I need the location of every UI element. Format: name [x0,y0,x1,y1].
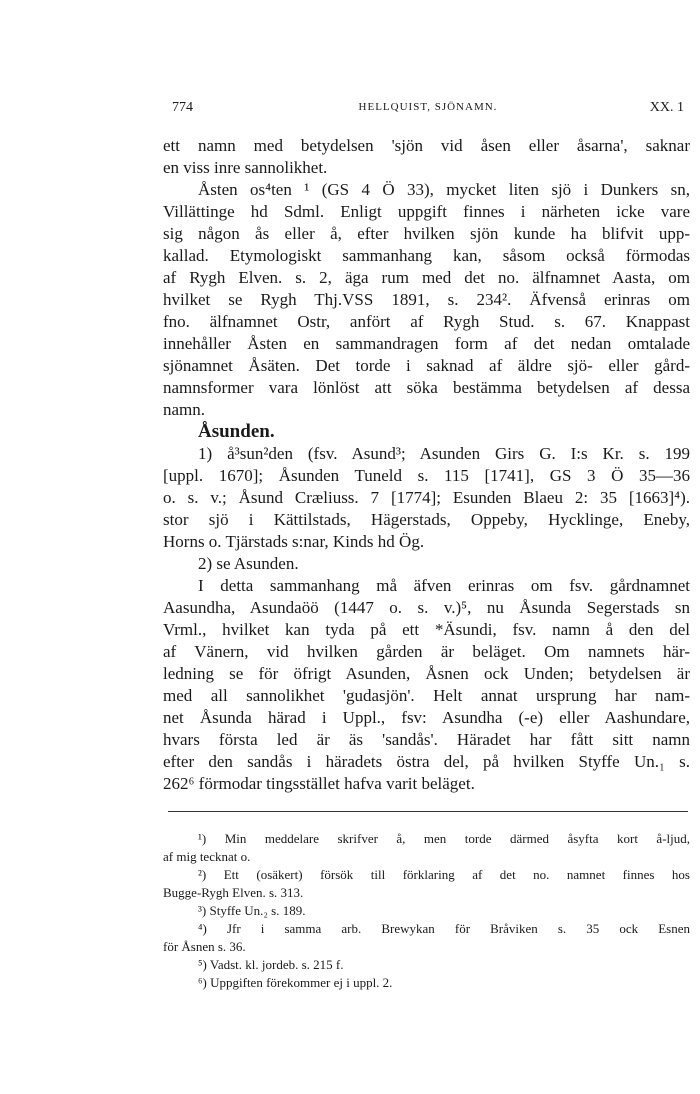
footnote-line: ¹) Min meddelare skrifver å, men torde därmed åsyfta kort å-ljud, [198,831,690,846]
text-line: hvilket se Rygh Thj.VSS 1891, s. 234². Äfvenså erinras om [163,290,690,309]
text-line: Horns o. Tjärstads s:nar, Kinds hd Ög. [163,532,425,551]
text-line: kallad. Etymologiskt sammanhang kan, såsom också förmodas [163,246,690,265]
page-number: 774 [172,100,193,115]
text-line: namnsformer vara lönlöst att söka bestämma betydelsen af dessa [163,378,690,397]
footnote-line: för Åsnen s. 36. [163,939,246,954]
text-line: 1) å³sun²den (fsv. Asund³; Asunden Girs G. I:s Kr. s. 199 [198,444,690,463]
text-line: 2) se Asunden. [198,554,299,573]
text-line: fno. älfnamnet Ostr, anfört af Rygh Stud. s. 67. Knappast [163,312,690,331]
text-line: Villättinge hd Sdml. Enligt uppgift finnes i närheten icke vare [163,202,690,221]
footnote-divider [168,811,688,812]
text-line: efter den sandås i häradets östra del, på hvilken Styffe Un.₁ s. [163,752,690,771]
text-line: I detta sammanhang må äfven erinras om fsv. gårdnamnet [198,576,690,595]
text-line: ledning se för öfrigt Asunden, Åsnen ock Unden; betydelsen är [163,664,690,683]
text-line: Vrml., hvilket kan tyda på ett *Äsundi, fsv. namn å den del [163,620,690,639]
entry-asten-line: Åsten os⁴ten ¹ (GS 4 Ö 33), mycket liten sjö i Dunkers sn, [198,180,690,199]
footnote-line: ⁶) Uppgiften förekommer ej i uppl. 2. [198,975,393,990]
text-line: sjönamnet Åsäten. Det torde i saknad af äldre sjö- eller gård- [163,356,690,375]
text-line: hvars första led är äs 'sandås'. Häradet har fått sitt namn [163,730,690,749]
text-line: af Rygh Elven. s. 2, äga rum med det no. älfnamnet Aasta, om [163,268,690,287]
text-line: ett namn med betydelsen 'sjön vid åsen eller åsarna', saknar [163,136,690,155]
footnote-line: ³) Styffe Un.₂ s. 189. [198,903,306,918]
text-line: en viss inre sannolikhet. [163,158,328,177]
volume-label: XX. 1 [649,100,684,115]
footnote-line: ²) Ett (osäkert) försök till förklaring af det no. namnet finnes hos [198,867,690,882]
entry-heading-asunden: Åsunden. [198,421,275,442]
footnotes [163,830,690,992]
text-line: 262⁶ förmodar tingsstället hafva varit beläget. [163,774,475,793]
text-line: innehåller Åsten en sammandragen form af det nedan omtalade [163,334,690,353]
text-line: Aasundha, Asundaöö (1447 o. s. v.)⁵, nu Åsunda Segerstads sn [163,598,690,617]
text-line: stor sjö i Kättilstads, Hägerstads, Oppeby, Hycklinge, Eneby, [163,510,690,529]
text-line: af Vänern, vid hvilken gården är beläget. Om namnets här- [163,642,690,661]
text-line: namn. [163,400,206,419]
running-title: HELLQUIST, SJÖNAMN. [358,101,498,113]
footnote-line: ⁴) Jfr i samma arb. Brewykan för Bråviken s. 35 ock Esnen [198,921,690,936]
footnote-line: Bugge-Rygh Elven. s. 313. [163,885,304,900]
text-line: med all sannolikhet 'gudasjön'. Helt annat ursprung har nam- [163,686,690,705]
text-line: net Åsunda härad i Uppl., fsv: Asundha (-e) eller Aashundare, [163,708,690,727]
text-line: o. s. v.; Åsund Cræliuss. 7 [1774]; Esunden Blaeu 2: 35 [1663]⁴). [163,488,690,507]
footnote-line: ⁵) Vadst. kl. jordeb. s. 215 f. [198,957,344,972]
page-header [172,100,684,122]
text-line: [uppl. 1670]; Åsunden Tuneld s. 115 [1741], GS 3 Ö 35—36 [163,466,690,485]
footnote-line: af mig tecknat o. [163,849,251,864]
main-text [163,135,690,795]
text-line: sig någon ås eller å, efter hvilken sjön kunde ha blifvit upp- [163,224,690,243]
